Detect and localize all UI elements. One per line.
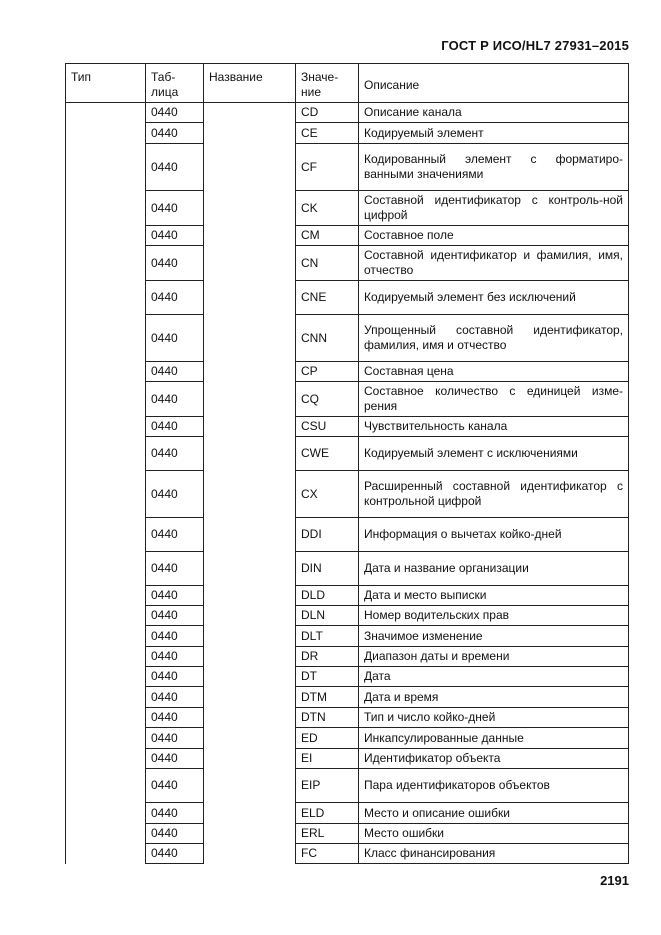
cell-table: 0440	[146, 728, 204, 749]
cell-type	[66, 315, 146, 362]
cell-table: 0440	[146, 362, 204, 382]
cell-table: 0440	[146, 246, 204, 281]
table-row	[66, 606, 629, 626]
table-row	[66, 281, 629, 315]
cell-description: Дата и место выписки	[359, 586, 629, 606]
table-row	[66, 437, 629, 471]
cell-name	[204, 626, 296, 647]
cell-value: DTN	[296, 708, 359, 728]
data-type-table	[65, 63, 629, 864]
cell-value: ELD	[296, 803, 359, 824]
cell-name	[204, 382, 296, 417]
cell-description: Диапазон даты и времени	[359, 647, 629, 667]
cell-type	[66, 803, 146, 824]
cell-type	[66, 606, 146, 626]
cell-value: CF	[296, 144, 359, 191]
cell-type	[66, 362, 146, 382]
cell-description: Инкапсулированные данные	[359, 728, 629, 749]
table-row	[66, 728, 629, 749]
cell-description: Значимое изменение	[359, 626, 629, 647]
cell-type	[66, 667, 146, 687]
table-row	[66, 191, 629, 226]
table-row	[66, 123, 629, 144]
cell-value: CX	[296, 471, 359, 518]
cell-value: CNE	[296, 281, 359, 315]
cell-name	[204, 518, 296, 552]
table-row	[66, 586, 629, 606]
cell-table: 0440	[146, 749, 204, 769]
cell-name	[204, 246, 296, 281]
cell-name	[204, 281, 296, 315]
table-row	[66, 315, 629, 362]
cell-description: Класс финансирования	[359, 844, 629, 864]
cell-name	[204, 687, 296, 708]
table-row	[66, 844, 629, 864]
cell-description: Кодируемый элемент без исключений	[359, 281, 629, 315]
cell-value: CE	[296, 123, 359, 144]
document-code: ГОСТ Р ИСО/HL7 27931–2015	[441, 38, 629, 53]
cell-table: 0440	[146, 708, 204, 728]
cell-name	[204, 844, 296, 864]
table-row	[66, 824, 629, 844]
table-row	[66, 417, 629, 437]
cell-value: DLT	[296, 626, 359, 647]
cell-table: 0440	[146, 824, 204, 844]
cell-table: 0440	[146, 144, 204, 191]
cell-description: Упрощенный составной идентификатор, фамилия, имя и отчество	[359, 315, 629, 362]
cell-value: DTM	[296, 687, 359, 708]
header-value	[296, 64, 359, 103]
cell-type	[66, 382, 146, 417]
cell-table: 0440	[146, 687, 204, 708]
table-row	[66, 626, 629, 647]
cell-table: 0440	[146, 552, 204, 586]
table-row	[66, 803, 629, 824]
cell-table: 0440	[146, 382, 204, 417]
table-row	[66, 708, 629, 728]
cell-value: DLN	[296, 606, 359, 626]
header-name: Название	[204, 64, 296, 103]
cell-type	[66, 586, 146, 606]
header-table-label: Таб- лица	[151, 70, 179, 99]
cell-type	[66, 552, 146, 586]
header-table	[146, 64, 204, 103]
cell-name	[204, 708, 296, 728]
cell-value: CNN	[296, 315, 359, 362]
table-row	[66, 667, 629, 687]
cell-value: CSU	[296, 417, 359, 437]
table-row	[66, 552, 629, 586]
cell-description: Дата и время	[359, 687, 629, 708]
cell-type	[66, 844, 146, 864]
cell-name	[204, 417, 296, 437]
cell-table: 0440	[146, 626, 204, 647]
table-row	[66, 749, 629, 769]
cell-value: DT	[296, 667, 359, 687]
table-row	[66, 226, 629, 246]
table-row	[66, 246, 629, 281]
cell-type	[66, 103, 146, 123]
cell-value: DDI	[296, 518, 359, 552]
cell-table: 0440	[146, 123, 204, 144]
cell-name	[204, 191, 296, 226]
table-header-row	[66, 64, 629, 103]
cell-value: ED	[296, 728, 359, 749]
table-row	[66, 103, 629, 123]
table-body	[66, 103, 629, 864]
cell-type	[66, 191, 146, 226]
cell-value: DLD	[296, 586, 359, 606]
table-row	[66, 362, 629, 382]
cell-table: 0440	[146, 226, 204, 246]
cell-name	[204, 123, 296, 144]
cell-description: Дата	[359, 667, 629, 687]
cell-table: 0440	[146, 769, 204, 803]
cell-value: CQ	[296, 382, 359, 417]
cell-name	[204, 362, 296, 382]
cell-type	[66, 471, 146, 518]
cell-table: 0440	[146, 606, 204, 626]
cell-type	[66, 769, 146, 803]
cell-description: Составное количество с единицей изме-рения	[359, 382, 629, 417]
cell-type	[66, 626, 146, 647]
cell-value: CWE	[296, 437, 359, 471]
cell-table: 0440	[146, 281, 204, 315]
cell-name	[204, 824, 296, 844]
cell-name	[204, 552, 296, 586]
cell-name	[204, 586, 296, 606]
cell-description: Расширенный составной идентификатор с контрольной цифрой	[359, 471, 629, 518]
table-row	[66, 518, 629, 552]
cell-table: 0440	[146, 586, 204, 606]
cell-description: Составной идентификатор с контроль-ной цифрой	[359, 191, 629, 226]
cell-table: 0440	[146, 647, 204, 667]
cell-table: 0440	[146, 437, 204, 471]
cell-value: CK	[296, 191, 359, 226]
header-type: Тип	[66, 64, 146, 103]
cell-type	[66, 246, 146, 281]
cell-name	[204, 647, 296, 667]
cell-value: DR	[296, 647, 359, 667]
cell-value: EI	[296, 749, 359, 769]
header-value-label: Значе- ние	[301, 70, 339, 99]
cell-table: 0440	[146, 518, 204, 552]
cell-table: 0440	[146, 471, 204, 518]
cell-type	[66, 708, 146, 728]
cell-type	[66, 281, 146, 315]
cell-description: Составной идентификатор и фамилия, имя, отчество	[359, 246, 629, 281]
cell-table: 0440	[146, 191, 204, 226]
cell-value: CN	[296, 246, 359, 281]
cell-name	[204, 315, 296, 362]
cell-description: Составная цена	[359, 362, 629, 382]
cell-description: Номер водительских прав	[359, 606, 629, 626]
cell-description: Место ошибки	[359, 824, 629, 844]
cell-type	[66, 226, 146, 246]
cell-description: Место и описание ошибки	[359, 803, 629, 824]
cell-table: 0440	[146, 667, 204, 687]
cell-table: 0440	[146, 417, 204, 437]
cell-name	[204, 769, 296, 803]
cell-name	[204, 103, 296, 123]
cell-type	[66, 518, 146, 552]
cell-type	[66, 647, 146, 667]
cell-value: ERL	[296, 824, 359, 844]
cell-type	[66, 749, 146, 769]
cell-type	[66, 437, 146, 471]
cell-value: CM	[296, 226, 359, 246]
cell-description: Описание канала	[359, 103, 629, 123]
cell-type	[66, 687, 146, 708]
cell-description: Тип и число койко-дней	[359, 708, 629, 728]
table-row	[66, 647, 629, 667]
cell-name	[204, 728, 296, 749]
cell-type	[66, 824, 146, 844]
table-row	[66, 382, 629, 417]
cell-description: Идентификатор объекта	[359, 749, 629, 769]
cell-name	[204, 749, 296, 769]
table-row	[66, 471, 629, 518]
cell-description: Пара идентификаторов объектов	[359, 769, 629, 803]
cell-name	[204, 437, 296, 471]
table-row	[66, 687, 629, 708]
cell-name	[204, 471, 296, 518]
cell-table: 0440	[146, 844, 204, 864]
cell-description: Дата и название организации	[359, 552, 629, 586]
cell-value: CD	[296, 103, 359, 123]
page-number: 2191	[600, 873, 629, 888]
cell-description: Чувствительность канала	[359, 417, 629, 437]
cell-description: Составное поле	[359, 226, 629, 246]
cell-name	[204, 803, 296, 824]
cell-description: Кодированный элемент с форматиро-ванными значениями	[359, 144, 629, 191]
header-description: Описание	[359, 64, 629, 103]
cell-value: DIN	[296, 552, 359, 586]
table-row	[66, 144, 629, 191]
cell-type	[66, 144, 146, 191]
table-row	[66, 769, 629, 803]
cell-value: FC	[296, 844, 359, 864]
cell-table: 0440	[146, 103, 204, 123]
cell-name	[204, 667, 296, 687]
cell-table: 0440	[146, 803, 204, 824]
cell-type	[66, 728, 146, 749]
cell-name	[204, 226, 296, 246]
cell-type	[66, 123, 146, 144]
cell-name	[204, 606, 296, 626]
cell-type	[66, 417, 146, 437]
cell-value: EIP	[296, 769, 359, 803]
cell-table: 0440	[146, 315, 204, 362]
cell-description: Кодируемый элемент с исключениями	[359, 437, 629, 471]
cell-value: CP	[296, 362, 359, 382]
cell-description: Кодируемый элемент	[359, 123, 629, 144]
cell-description: Информация о вычетах койко-дней	[359, 518, 629, 552]
cell-name	[204, 144, 296, 191]
